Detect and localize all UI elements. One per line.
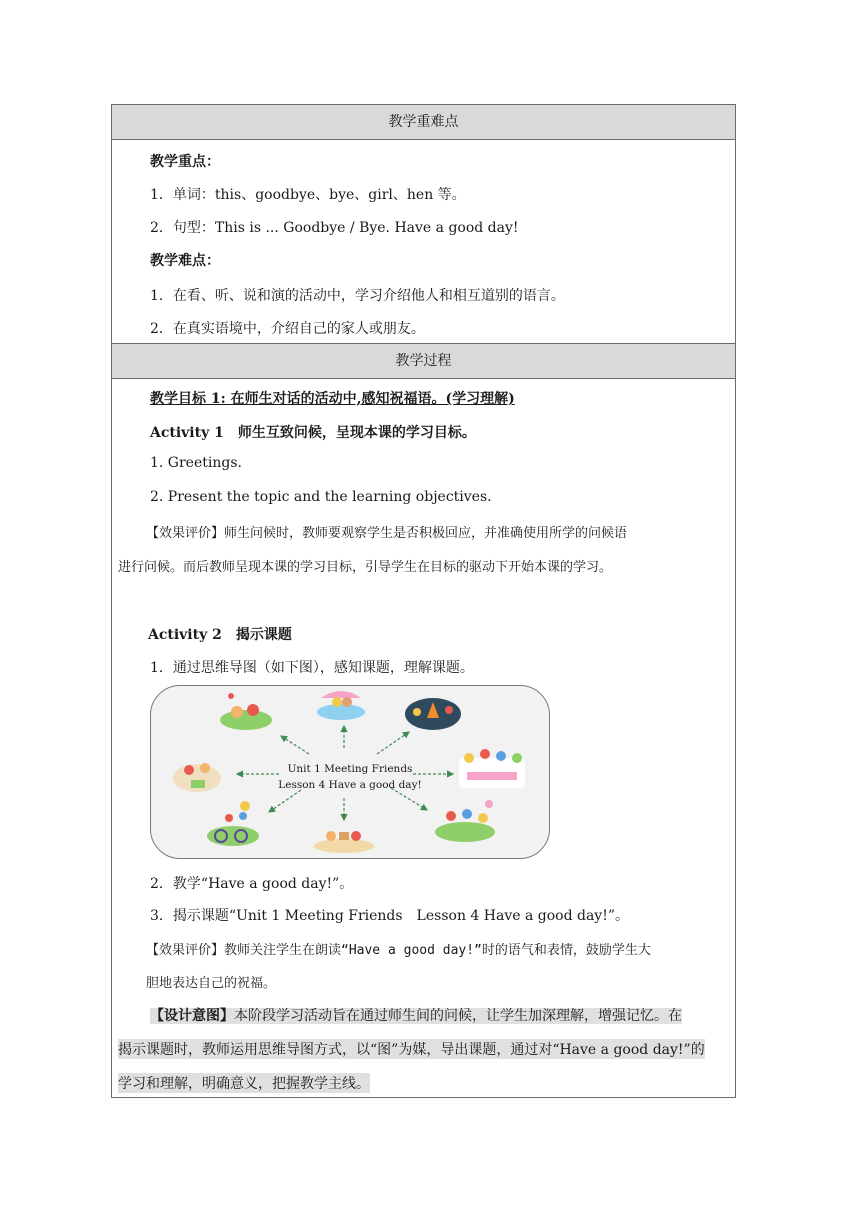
activity-1-title: Activity 1 师生互致问候，呈现本课的学习目标。 (150, 425, 476, 441)
key-point-sentences: 2．句型：This is ... Goodbye / Bye. Have a good day! (150, 220, 519, 236)
activity-2-item-3: 3．揭示课题“Unit 1 Meeting Friends Lesson 4 Have a good day!”。 (150, 908, 629, 924)
section-header-key-difficult: 教学重难点 (112, 105, 735, 140)
picnic-illustration (220, 693, 272, 730)
activity-2-item-2: 2．教学“Have a good day!”。 (150, 876, 354, 892)
activity-1-item-1: 1. Greetings. (150, 455, 242, 471)
evaluation-1-line-2: 进行问候。而后教师呈现本课的学习目标，引导学生在目标的驱动下开始本课的学习。 (118, 560, 613, 575)
design-intent-line-2: 揭示课题时，教师运用思维导图方式，以“图”为媒，导出课题，通过对“Have a good day!”的 (118, 1039, 705, 1059)
campfire-illustration (405, 698, 461, 730)
design-intent-text-1: 本阶段学习活动旨在通过师生间的问候，让学生加深理解，增强记忆。在 (234, 1008, 682, 1024)
difficult-point-2: 2．在真实语境中，介绍自己的家人或朋友。 (150, 321, 425, 337)
mind-map-figure (150, 685, 550, 859)
mind-map-center-line-1: Unit 1 Meeting Friends (287, 763, 413, 775)
activity-1-item-2: 2. Present the topic and the learning objectives. (150, 489, 492, 505)
section-header-process: 教学过程 (112, 343, 735, 379)
key-point-words: 1．单词：this、goodbye、bye、girl、hen 等。 (150, 187, 466, 203)
lesson-plan-table (111, 104, 736, 1098)
evaluation-2-line-1: 【效果评价】教师关注学生在朗读“Have a good day!”时的语气和表情，鼓励学生大 (146, 943, 651, 958)
key-points-heading: 教学重点： (150, 154, 220, 170)
evaluation-2-line-2: 胆地表达自己的祝福。 (146, 976, 277, 991)
activity-2-item-1: 1．通过思维导图（如下图），感知课题，理解课题。 (150, 660, 474, 676)
design-intent-line-3: 学习和理解，明确意义，把握教学主线。 (118, 1073, 370, 1093)
sandcastle-illustration (314, 831, 374, 853)
design-intent-label: 【设计意图】 (150, 1008, 234, 1024)
design-intent-line-1 (150, 1005, 682, 1025)
teaching-goal-1: 教学目标 1: 在师生对话的活动中,感知祝福语。(学习理解) (150, 391, 515, 407)
difficult-point-1: 1．在看、听、说和演的活动中，学习介绍他人和相互道别的语言。 (150, 288, 565, 304)
difficult-points-heading: 教学难点： (150, 253, 220, 269)
boat-illustration (317, 691, 365, 720)
evaluation-1-line-1: 【效果评价】师生问候时，教师要观察学生是否积极回应，并准确使用所学的问候语 (146, 526, 628, 541)
activity-2-title: Activity 2 揭示课题 (148, 627, 292, 643)
cycling-illustration (207, 801, 259, 846)
playground-illustration (435, 800, 495, 842)
mind-map-center-line-2: Lesson 4 Have a good day! (278, 779, 422, 791)
